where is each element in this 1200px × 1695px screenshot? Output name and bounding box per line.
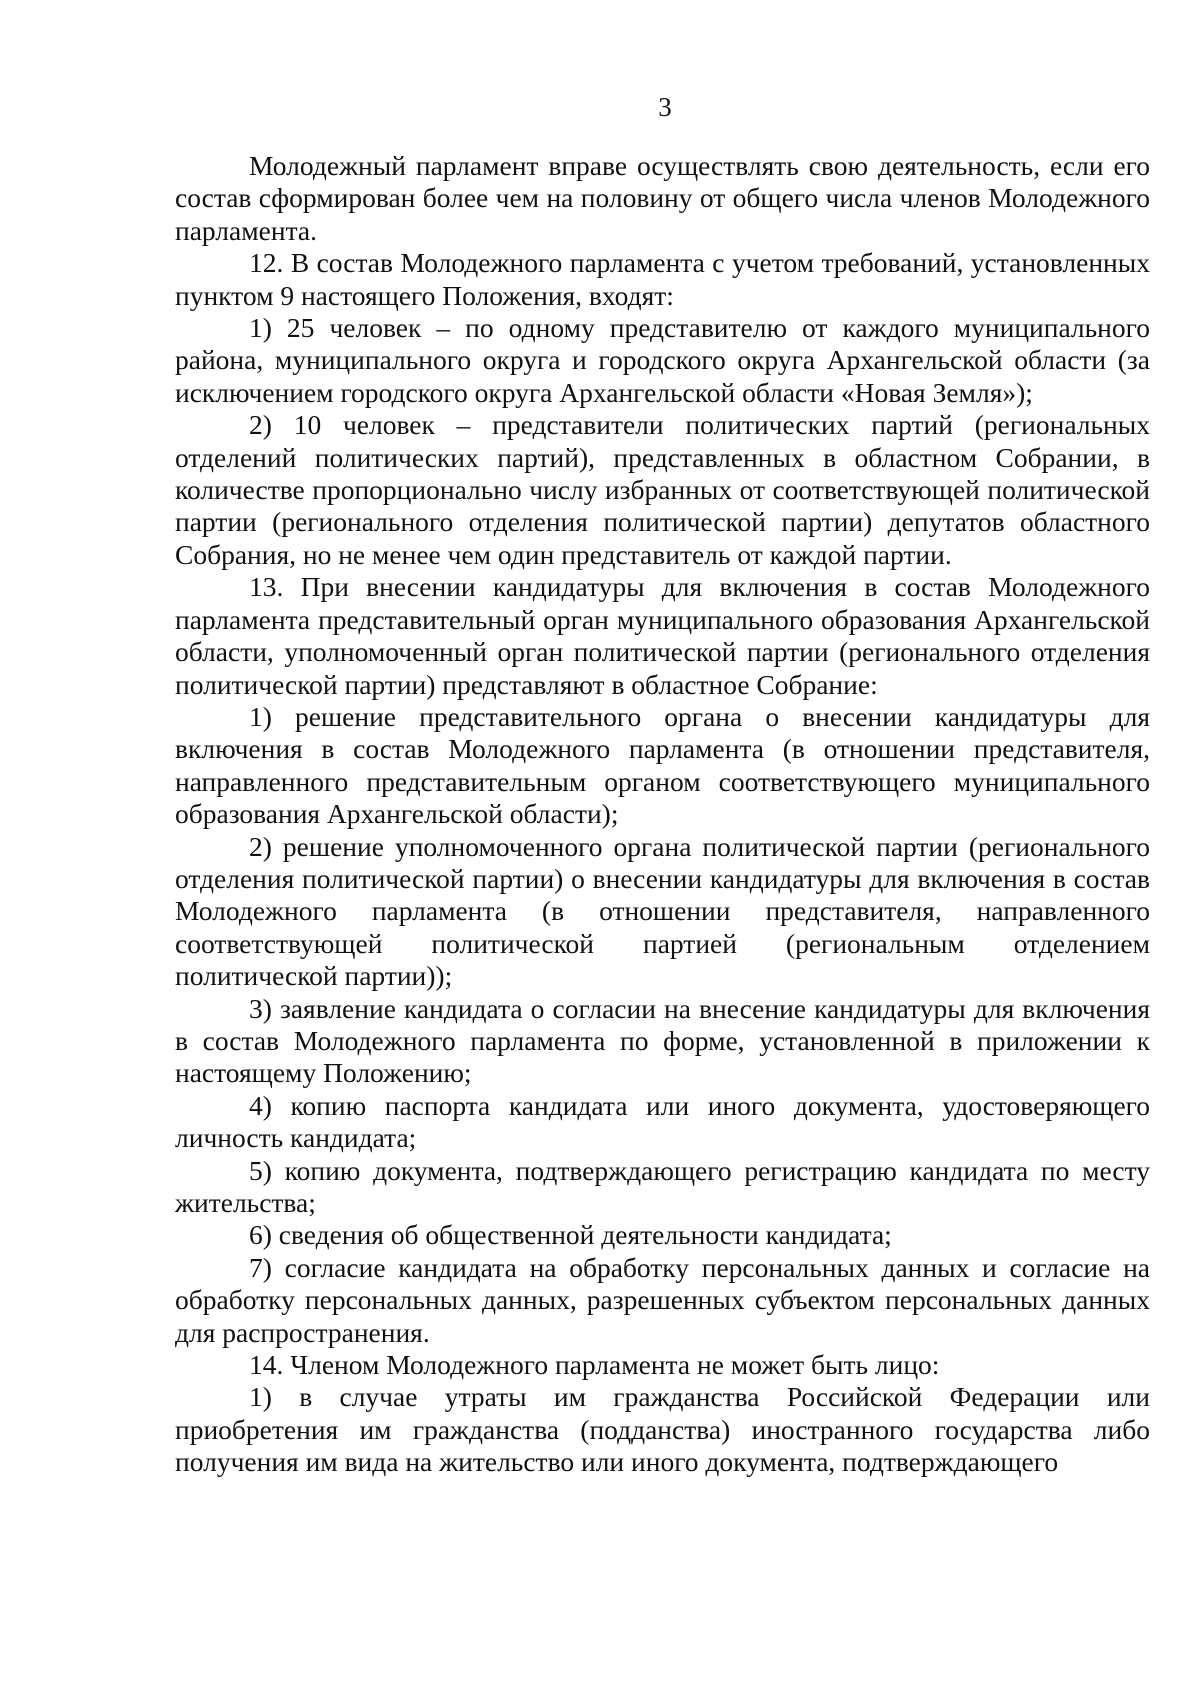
paragraph-item-13-3: 3) заявление кандидата о согласии на внесение кандидатуры для включения в состав Молодежного парламента по форме, установленной в приложении к настоящему Положению;	[175, 992, 1150, 1089]
paragraph-item-13-2: 2) решение уполномоченного органа политической партии (регионального отделения политической партии) о внесении кандидатуры для включения в состав Молодежного парламента (в отношении представителя, направленного соответствующей политической партией (региональным отделением политической партии));	[175, 830, 1150, 992]
paragraph-item-14: 14. Членом Молодежного парламента не может быть лицо:	[249, 1349, 940, 1381]
paragraph-item-13-7: 7) согласие кандидата на обработку персональных данных и согласие на обработку персональных данных, разрешенных субъектом персональных данных для распространения.	[175, 1251, 1150, 1348]
paragraph-item-13: 13. При внесении кандидатуры для включения в состав Молодежного парламента представительный орган муниципального образования Архангельской области, уполномоченный орган политической партии (регионального отделения политической партии) представляют в областное Собрание:	[175, 571, 1150, 700]
paragraph-item-12: 12. В состав Молодежного парламента с учетом требований, установленных пунктом 9 настоящего Положения, входят:	[175, 247, 1150, 311]
paragraph-item-13-4: 4) копию паспорта кандидата или иного документа, удостоверяющего личность кандидата;	[175, 1089, 1150, 1154]
paragraph-item-13-6: 6) сведения об общественной деятельности кандидата;	[249, 1219, 892, 1251]
paragraph-item-12-2: 2) 10 человек – представители политических партий (региональных отделений политических партий), представленных в областном Собрании, в количестве пропорционально числу избранных от соответствующей политической партии (регионального отделения политической партии) депутатов областного Собрания, но не менее чем один представитель от каждой партии.	[175, 409, 1150, 570]
paragraph-item-13-5: 5) копию документа, подтверждающего регистрацию кандидата по месту жительства;	[175, 1154, 1150, 1218]
paragraph-parliament-activity: Молодежный парламент вправе осуществлять свою деятельность, если его состав сформирован более чем на половину от общего числа членов Молодежного парламента.	[175, 150, 1150, 246]
paragraph-item-13-1: 1) решение представительного органа о внесении кандидатуры для включения в состав Молодежного парламента (в отношении представителя, направленного представительным органом соответствующего муниципального образования Архангельской области);	[175, 700, 1150, 830]
document-body	[175, 150, 1150, 1479]
paragraph-item-14-1: 1) в случае утраты им гражданства Российской Федерации или приобретения им гражданства (подданства) иностранного государства либо получения им вида на жительство или иного документа, подтверждающего	[175, 1381, 1150, 1478]
paragraph-item-12-1: 1) 25 человек – по одному представителю от каждого муниципального района, муниципального округа и городского округа Архангельской области (за исключением городского округа Архангельской области «Новая Земля»);	[175, 312, 1150, 408]
page-number: 3	[658, 92, 672, 122]
